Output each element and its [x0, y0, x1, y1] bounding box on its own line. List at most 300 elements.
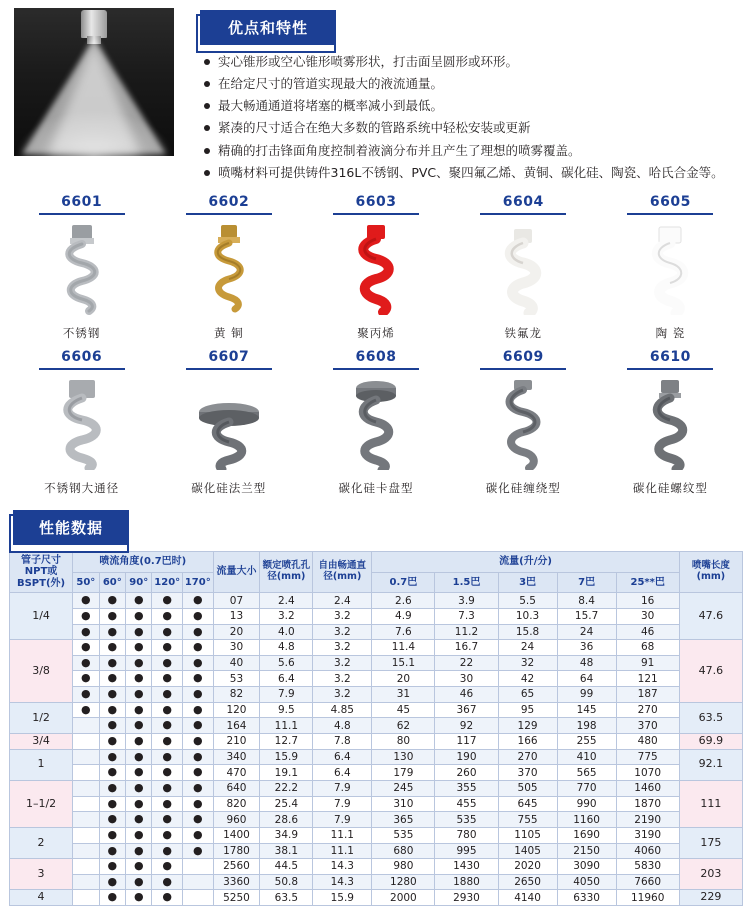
- cell-angle-mark: ●: [99, 608, 125, 624]
- cell-flow-rate: 2150: [557, 843, 616, 859]
- cell-angle-mark: ●: [126, 624, 152, 640]
- cell-angle-mark: ●: [183, 749, 214, 765]
- cell-angle-mark: ●: [183, 593, 214, 609]
- table-row: [10, 765, 743, 781]
- cell-flow-rate: 121: [616, 671, 679, 687]
- cell-pipe-size: 2: [10, 827, 73, 858]
- cell-orifice: 4.8: [260, 640, 313, 656]
- angle-50: 50°: [73, 572, 99, 593]
- cell-flow-rate: 20: [372, 671, 435, 687]
- cell-flow-size: 340: [213, 749, 260, 765]
- product-name: 不锈钢: [62, 325, 101, 340]
- cell-flow-rate: 22: [435, 655, 498, 671]
- cell-flow-rate: 68: [616, 640, 679, 656]
- cell-angle-mark: [73, 780, 99, 796]
- pressure-0-7: 0.7巴: [372, 572, 435, 593]
- cell-free-pass: 15.9: [313, 890, 372, 906]
- cell-free-pass: 7.9: [313, 780, 372, 796]
- performance-title: 性能数据: [13, 510, 129, 545]
- cell-angle-mark: ●: [152, 655, 183, 671]
- list-item: 喷嘴材料可提供铸件316L不锈钢、PVC、聚四氟乙烯、黄铜、碳化硅、陶瓷、哈氏合金等。: [202, 164, 742, 182]
- table-header-row-1: [10, 551, 743, 572]
- cell-orifice: 4.0: [260, 624, 313, 640]
- product-card-6607[interactable]: [155, 349, 302, 500]
- cell-flow-rate: 1880: [435, 874, 498, 890]
- table-row: [10, 890, 743, 906]
- pressure-1-5: 1.5巴: [435, 572, 498, 593]
- cell-pipe-size: 3/8: [10, 640, 73, 703]
- cell-flow-rate: 16.7: [435, 640, 498, 656]
- cell-flow-rate: 770: [557, 780, 616, 796]
- product-code: 6608: [355, 348, 397, 365]
- divider: [39, 368, 125, 370]
- product-card-6610[interactable]: [597, 349, 744, 500]
- cell-angle-mark: ●: [183, 624, 214, 640]
- product-image-6605: [597, 221, 744, 317]
- performance-table: [9, 551, 743, 906]
- table-body: [10, 593, 743, 906]
- product-card-6602[interactable]: [155, 194, 302, 345]
- cell-angle-mark: [73, 765, 99, 781]
- cell-angle-mark: ●: [126, 827, 152, 843]
- table-row: [10, 780, 743, 796]
- product-name: 碳化硅卡盘型: [338, 480, 414, 495]
- cell-angle-mark: ●: [99, 593, 125, 609]
- cell-flow-rate: 370: [498, 765, 557, 781]
- list-item: 精确的打击锋面角度控制着液滴分布并且产生了理想的喷雾覆盖。: [202, 142, 742, 160]
- cell-flow-rate: 11.2: [435, 624, 498, 640]
- spiral-nozzle-icon: [55, 378, 109, 470]
- cell-angle-mark: ●: [183, 671, 214, 687]
- cell-angle-mark: ●: [126, 749, 152, 765]
- cell-angle-mark: ●: [152, 718, 183, 734]
- cell-nozzle-length: 63.5: [679, 702, 742, 733]
- cell-flow-size: 470: [213, 765, 260, 781]
- divider: [333, 368, 419, 370]
- cell-flow-rate: 99: [557, 687, 616, 703]
- cell-flow-rate: 4060: [616, 843, 679, 859]
- cell-angle-mark: ●: [73, 687, 99, 703]
- cell-angle-mark: ●: [126, 608, 152, 624]
- cell-orifice: 9.5: [260, 702, 313, 718]
- cell-angle-mark: ●: [152, 608, 183, 624]
- pressure-25: 25**巴: [616, 572, 679, 593]
- product-card-6605[interactable]: [597, 194, 744, 345]
- cell-free-pass: 14.3: [313, 859, 372, 875]
- cell-flow-rate: 129: [498, 718, 557, 734]
- cell-flow-rate: 145: [557, 702, 616, 718]
- table-row: [10, 640, 743, 656]
- cell-orifice: 7.9: [260, 687, 313, 703]
- divider: [186, 213, 272, 215]
- cell-pipe-size: 4: [10, 890, 73, 906]
- cell-flow-size: 120: [213, 702, 260, 718]
- cell-angle-mark: ●: [183, 718, 214, 734]
- cell-flow-rate: 6330: [557, 890, 616, 906]
- cell-flow-rate: 179: [372, 765, 435, 781]
- list-item: 紧凑的尺寸适合在绝大多数的管路系统中轻松安装或更新: [202, 119, 742, 137]
- product-name: 碳化硅螺纹型: [632, 480, 708, 495]
- cell-flow-rate: 45: [372, 702, 435, 718]
- cell-flow-rate: 680: [372, 843, 435, 859]
- product-name: 陶 瓷: [655, 325, 686, 340]
- table-row: [10, 874, 743, 890]
- cell-angle-mark: ●: [126, 765, 152, 781]
- col-orifice: 额定喷孔孔径(mm): [260, 551, 313, 593]
- cell-free-pass: 3.2: [313, 671, 372, 687]
- cell-flow-size: 40: [213, 655, 260, 671]
- cell-free-pass: 3.2: [313, 655, 372, 671]
- product-code: 6602: [208, 193, 250, 210]
- spiral-nozzle-icon: [642, 378, 698, 470]
- cell-flow-rate: 245: [372, 780, 435, 796]
- cell-angle-mark: ●: [126, 687, 152, 703]
- cell-flow-rate: 755: [498, 812, 557, 828]
- features-list: [196, 53, 742, 182]
- cell-flow-rate: 775: [616, 749, 679, 765]
- cell-orifice: 34.9: [260, 827, 313, 843]
- cell-orifice: 19.1: [260, 765, 313, 781]
- photo-nozzle: [81, 10, 107, 38]
- cell-free-pass: 3.2: [313, 687, 372, 703]
- product-card-6608[interactable]: [302, 349, 449, 500]
- cell-flow-rate: 46: [616, 624, 679, 640]
- product-card-6603[interactable]: [302, 194, 449, 345]
- cell-angle-mark: ●: [99, 827, 125, 843]
- table-row: [10, 655, 743, 671]
- features-block: [174, 8, 742, 186]
- table-head: [10, 551, 743, 593]
- product-code: 6605: [649, 193, 691, 210]
- table-row: [10, 843, 743, 859]
- cell-angle-mark: ●: [126, 812, 152, 828]
- cell-free-pass: 4.8: [313, 718, 372, 734]
- col-flow-rate: 流量(升/分): [372, 551, 679, 572]
- cell-flow-size: 210: [213, 734, 260, 750]
- cell-flow-rate: 535: [372, 827, 435, 843]
- cell-flow-rate: 1430: [435, 859, 498, 875]
- cell-angle-mark: ●: [126, 890, 152, 906]
- cell-angle-mark: ●: [152, 812, 183, 828]
- cell-orifice: 6.4: [260, 671, 313, 687]
- cell-pipe-size: 3/4: [10, 734, 73, 750]
- product-code: 6607: [208, 348, 250, 365]
- cell-flow-rate: 166: [498, 734, 557, 750]
- cell-flow-rate: 42: [498, 671, 557, 687]
- cell-flow-rate: 1070: [616, 765, 679, 781]
- cell-orifice: 25.4: [260, 796, 313, 812]
- product-image-6601: [8, 221, 155, 317]
- cell-angle-mark: ●: [152, 780, 183, 796]
- col-flow-size: 流量大小: [213, 551, 260, 593]
- cell-flow-size: 1780: [213, 843, 260, 859]
- cell-angle-mark: ●: [126, 640, 152, 656]
- table-row: [10, 687, 743, 703]
- product-image-6606: [8, 376, 155, 472]
- spiral-nozzle-icon: [643, 223, 697, 315]
- cell-flow-size: 1400: [213, 827, 260, 843]
- cell-nozzle-length: 229: [679, 890, 742, 906]
- divider: [627, 368, 713, 370]
- cell-angle-mark: [73, 874, 99, 890]
- cell-flow-size: 82: [213, 687, 260, 703]
- cell-flow-rate: 30: [435, 671, 498, 687]
- cell-flow-rate: 255: [557, 734, 616, 750]
- photo-mist: [14, 110, 174, 156]
- spiral-nozzle-icon: [202, 223, 256, 315]
- cell-flow-rate: 3190: [616, 827, 679, 843]
- cell-angle-mark: ●: [152, 749, 183, 765]
- cell-flow-size: 07: [213, 593, 260, 609]
- cell-angle-mark: ●: [126, 874, 152, 890]
- col-free-pass: 自由畅通直径(mm): [313, 551, 372, 593]
- product-name: 黄 铜: [213, 325, 244, 340]
- cell-flow-rate: 8.4: [557, 593, 616, 609]
- cell-angle-mark: ●: [99, 843, 125, 859]
- cell-angle-mark: ●: [73, 702, 99, 718]
- cell-free-pass: 3.2: [313, 624, 372, 640]
- col-spray-angle: 喷流角度(0.7巴时): [73, 551, 213, 572]
- product-image-6608: [302, 376, 449, 472]
- cell-flow-rate: 190: [435, 749, 498, 765]
- product-code: 6610: [649, 348, 691, 365]
- cell-angle-mark: ●: [126, 593, 152, 609]
- cell-flow-rate: 32: [498, 655, 557, 671]
- cell-angle-mark: ●: [152, 859, 183, 875]
- cell-flow-rate: 80: [372, 734, 435, 750]
- cell-flow-rate: 995: [435, 843, 498, 859]
- cell-flow-rate: 16: [616, 593, 679, 609]
- cell-flow-rate: 4140: [498, 890, 557, 906]
- cell-flow-rate: 455: [435, 796, 498, 812]
- cell-flow-rate: 365: [372, 812, 435, 828]
- cell-angle-mark: ●: [99, 671, 125, 687]
- cell-angle-mark: [73, 843, 99, 859]
- cell-flow-rate: 48: [557, 655, 616, 671]
- cell-angle-mark: ●: [152, 593, 183, 609]
- cell-flow-rate: 645: [498, 796, 557, 812]
- cell-angle-mark: ●: [126, 780, 152, 796]
- cell-angle-mark: ●: [183, 608, 214, 624]
- cell-flow-rate: 505: [498, 780, 557, 796]
- product-image-6610: [597, 376, 744, 472]
- table-row: [10, 796, 743, 812]
- cell-flow-rate: 24: [557, 624, 616, 640]
- cell-free-pass: 2.4: [313, 593, 372, 609]
- spiral-nozzle-icon: [496, 223, 550, 315]
- features-title: 优点和特性: [200, 10, 336, 45]
- table-row: [10, 859, 743, 875]
- table-row: [10, 812, 743, 828]
- cell-angle-mark: ●: [99, 780, 125, 796]
- product-code: 6604: [502, 193, 544, 210]
- cell-nozzle-length: 47.6: [679, 593, 742, 640]
- table-header-row-2: [10, 572, 743, 593]
- product-image-6609: [450, 376, 597, 472]
- cell-angle-mark: ●: [183, 812, 214, 828]
- cell-angle-mark: ●: [99, 640, 125, 656]
- cell-angle-mark: ●: [99, 749, 125, 765]
- product-image-6607: [155, 376, 302, 472]
- product-image-6604: [450, 221, 597, 317]
- product-code: 6609: [502, 348, 544, 365]
- cell-flow-rate: 3090: [557, 859, 616, 875]
- cell-flow-rate: 565: [557, 765, 616, 781]
- header-section: [0, 0, 752, 190]
- pressure-7: 7巴: [557, 572, 616, 593]
- cell-pipe-size: 3: [10, 859, 73, 890]
- spiral-nozzle-icon: [55, 223, 109, 315]
- cell-orifice: 44.5: [260, 859, 313, 875]
- table-row: [10, 593, 743, 609]
- cell-angle-mark: [183, 859, 214, 875]
- cell-angle-mark: ●: [99, 702, 125, 718]
- cell-angle-mark: [73, 812, 99, 828]
- cell-free-pass: 7.9: [313, 812, 372, 828]
- cell-angle-mark: ●: [183, 827, 214, 843]
- cell-flow-rate: 1105: [498, 827, 557, 843]
- cell-free-pass: 6.4: [313, 765, 372, 781]
- cell-nozzle-length: 203: [679, 859, 742, 890]
- cell-flow-rate: 260: [435, 765, 498, 781]
- table-row: [10, 749, 743, 765]
- cell-orifice: 22.2: [260, 780, 313, 796]
- cell-flow-rate: 92: [435, 718, 498, 734]
- cell-angle-mark: [73, 827, 99, 843]
- cell-flow-rate: 36: [557, 640, 616, 656]
- cell-flow-rate: 410: [557, 749, 616, 765]
- cell-angle-mark: ●: [99, 718, 125, 734]
- cell-flow-rate: 7.3: [435, 608, 498, 624]
- cell-orifice: 38.1: [260, 843, 313, 859]
- cell-angle-mark: ●: [183, 655, 214, 671]
- table-row: [10, 702, 743, 718]
- cell-flow-rate: 62: [372, 718, 435, 734]
- cell-angle-mark: ●: [152, 796, 183, 812]
- performance-section: [0, 500, 752, 906]
- divider: [333, 213, 419, 215]
- cell-angle-mark: ●: [126, 655, 152, 671]
- cell-pipe-size: 1: [10, 749, 73, 780]
- cell-flow-rate: 2650: [498, 874, 557, 890]
- cell-flow-rate: 980: [372, 859, 435, 875]
- cell-angle-mark: ●: [152, 687, 183, 703]
- cell-flow-rate: 15.1: [372, 655, 435, 671]
- cell-flow-rate: 1405: [498, 843, 557, 859]
- product-card-6604[interactable]: [450, 194, 597, 345]
- cell-angle-mark: ●: [152, 827, 183, 843]
- divider: [186, 368, 272, 370]
- cell-flow-rate: 535: [435, 812, 498, 828]
- product-row-1: [0, 190, 752, 345]
- product-code: 6606: [61, 348, 103, 365]
- divider: [627, 213, 713, 215]
- cell-angle-mark: ●: [152, 874, 183, 890]
- product-name: 不锈钢大通径: [44, 480, 120, 495]
- cell-angle-mark: ●: [126, 702, 152, 718]
- cell-flow-size: 3360: [213, 874, 260, 890]
- col-pipe-size: 管子尺寸NPT或BSPT(外): [10, 551, 73, 593]
- cell-angle-mark: ●: [152, 734, 183, 750]
- cell-flow-rate: 1160: [557, 812, 616, 828]
- cell-free-pass: 3.2: [313, 640, 372, 656]
- cell-flow-rate: 117: [435, 734, 498, 750]
- cell-angle-mark: ●: [73, 640, 99, 656]
- cell-angle-mark: ●: [152, 843, 183, 859]
- flange-nozzle-icon: [192, 378, 266, 470]
- cell-flow-rate: 30: [616, 608, 679, 624]
- cell-angle-mark: ●: [126, 734, 152, 750]
- cell-free-pass: 7.8: [313, 734, 372, 750]
- divider: [480, 213, 566, 215]
- cell-orifice: 15.9: [260, 749, 313, 765]
- cell-flow-rate: 187: [616, 687, 679, 703]
- cell-angle-mark: ●: [183, 843, 214, 859]
- product-card-6606[interactable]: [8, 349, 155, 500]
- cell-angle-mark: ●: [73, 593, 99, 609]
- cell-pipe-size: 1/2: [10, 702, 73, 733]
- cell-angle-mark: ●: [99, 655, 125, 671]
- cell-flow-size: 53: [213, 671, 260, 687]
- table-row: [10, 734, 743, 750]
- cell-angle-mark: ●: [152, 640, 183, 656]
- product-card-6609[interactable]: [450, 349, 597, 500]
- cell-flow-rate: 4050: [557, 874, 616, 890]
- product-card-6601[interactable]: [8, 194, 155, 345]
- cell-flow-rate: 3.9: [435, 593, 498, 609]
- cell-angle-mark: ●: [99, 624, 125, 640]
- table-row: [10, 624, 743, 640]
- cell-flow-size: 20: [213, 624, 260, 640]
- cell-free-pass: 11.1: [313, 827, 372, 843]
- cell-flow-rate: 5.5: [498, 593, 557, 609]
- cell-flow-rate: 5830: [616, 859, 679, 875]
- cell-orifice: 28.6: [260, 812, 313, 828]
- features-title-frame: [200, 10, 336, 45]
- cell-flow-rate: 2.6: [372, 593, 435, 609]
- cell-flow-size: 2560: [213, 859, 260, 875]
- cell-angle-mark: ●: [183, 687, 214, 703]
- cell-orifice: 12.7: [260, 734, 313, 750]
- cell-free-pass: 14.3: [313, 874, 372, 890]
- cell-flow-rate: 270: [616, 702, 679, 718]
- cell-flow-rate: 11960: [616, 890, 679, 906]
- angle-170: 170°: [183, 572, 214, 593]
- cell-flow-size: 5250: [213, 890, 260, 906]
- cell-angle-mark: ●: [99, 812, 125, 828]
- cell-angle-mark: ●: [152, 890, 183, 906]
- cell-angle-mark: ●: [126, 796, 152, 812]
- clamp-nozzle-icon: [346, 378, 406, 470]
- table-row: [10, 671, 743, 687]
- cell-flow-rate: 1460: [616, 780, 679, 796]
- cell-flow-rate: 64: [557, 671, 616, 687]
- cell-flow-rate: 310: [372, 796, 435, 812]
- cell-flow-rate: 480: [616, 734, 679, 750]
- cell-flow-rate: 2020: [498, 859, 557, 875]
- cell-flow-rate: 95: [498, 702, 557, 718]
- cell-angle-mark: ●: [73, 655, 99, 671]
- cell-flow-rate: 10.3: [498, 608, 557, 624]
- cell-angle-mark: [73, 718, 99, 734]
- list-item: 实心锥形或空心锥形喷雾形状，打击面呈圆形或环形。: [202, 53, 742, 71]
- product-image-6602: [155, 221, 302, 317]
- cell-flow-rate: 367: [435, 702, 498, 718]
- cell-flow-rate: 130: [372, 749, 435, 765]
- cell-flow-rate: 1690: [557, 827, 616, 843]
- performance-title-frame: [13, 510, 129, 545]
- cell-free-pass: 6.4: [313, 749, 372, 765]
